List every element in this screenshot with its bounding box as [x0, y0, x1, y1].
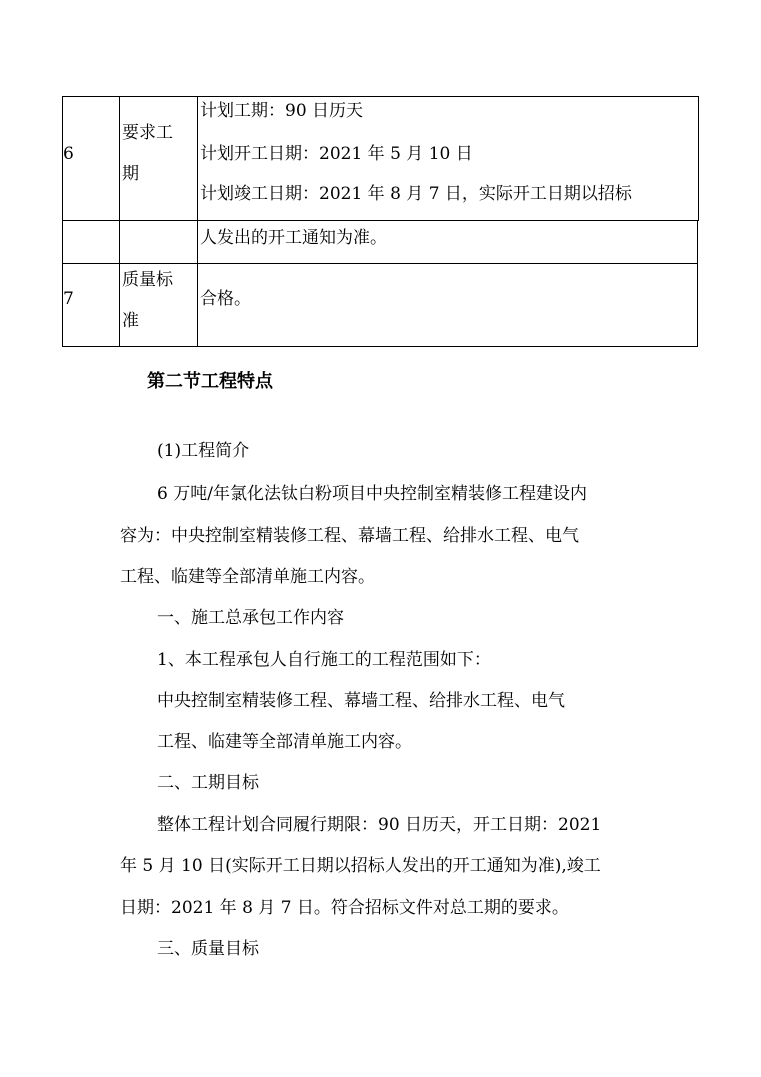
paragraph-line: 1、本工程承包人自行施工的工程范围如下： [157, 650, 491, 670]
heading-scope: 一、施工总承包工作内容 [157, 608, 344, 628]
heading-schedule: 二、工期目标 [157, 773, 259, 793]
subsection-heading-overview: (1)工程简介 [157, 441, 250, 461]
table-col-divider [119, 96, 120, 221]
paragraph-line: 中央控制室精装修工程、幕墙工程、给排水工程、电气 [157, 691, 565, 711]
row-7-number: 7 [63, 289, 74, 309]
row-7-content: 合格。 [200, 289, 251, 309]
row-7-label-line-1: 质量标 [122, 270, 173, 290]
row-6-content-line-2: 计划开工日期：2021 年 5 月 10 日 [200, 144, 473, 164]
row-6-continuation-text: 人发出的开工通知为准。 [200, 228, 387, 248]
table-col-divider [119, 220, 120, 347]
table-col-divider [197, 220, 198, 347]
row-7-label-line-2: 准 [122, 311, 139, 331]
row-6-label-line-1: 要求工 [122, 123, 173, 143]
paragraph-line: 年 5 月 10 日(实际开工日期以招标人发出的开工通知为准),竣工 [120, 856, 601, 876]
table-col-divider [197, 96, 198, 221]
row-6-content-line-1: 计划工期：90 日历天 [200, 101, 364, 121]
paragraph-line: 整体工程计划合同履行期限：90 日历天，开工日期：2021 [157, 815, 602, 835]
paragraph-line: 工程、临建等全部清单施工内容。 [157, 732, 412, 752]
heading-quality: 三、质量目标 [157, 939, 259, 959]
paragraph-line: 日期：2021 年 8 月 7 日。符合招标文件对总工期的要求。 [120, 898, 569, 918]
paragraph-line: 工程、临建等全部清单施工内容。 [120, 567, 375, 587]
paragraph-line: 6 万吨/年氯化法钛白粉项目中央控制室精装修工程建设内 [157, 484, 587, 504]
row-6-number: 6 [63, 144, 74, 164]
row-6-label-line-2: 期 [122, 164, 139, 184]
row-6-content-line-3: 计划竣工日期：2021 年 8 月 7 日，实际开工日期以招标 [200, 184, 632, 204]
section-title: 第二节工程特点 [147, 371, 273, 392]
paragraph-line: 容为：中央控制室精装修工程、幕墙工程、给排水工程、电气 [120, 526, 579, 546]
